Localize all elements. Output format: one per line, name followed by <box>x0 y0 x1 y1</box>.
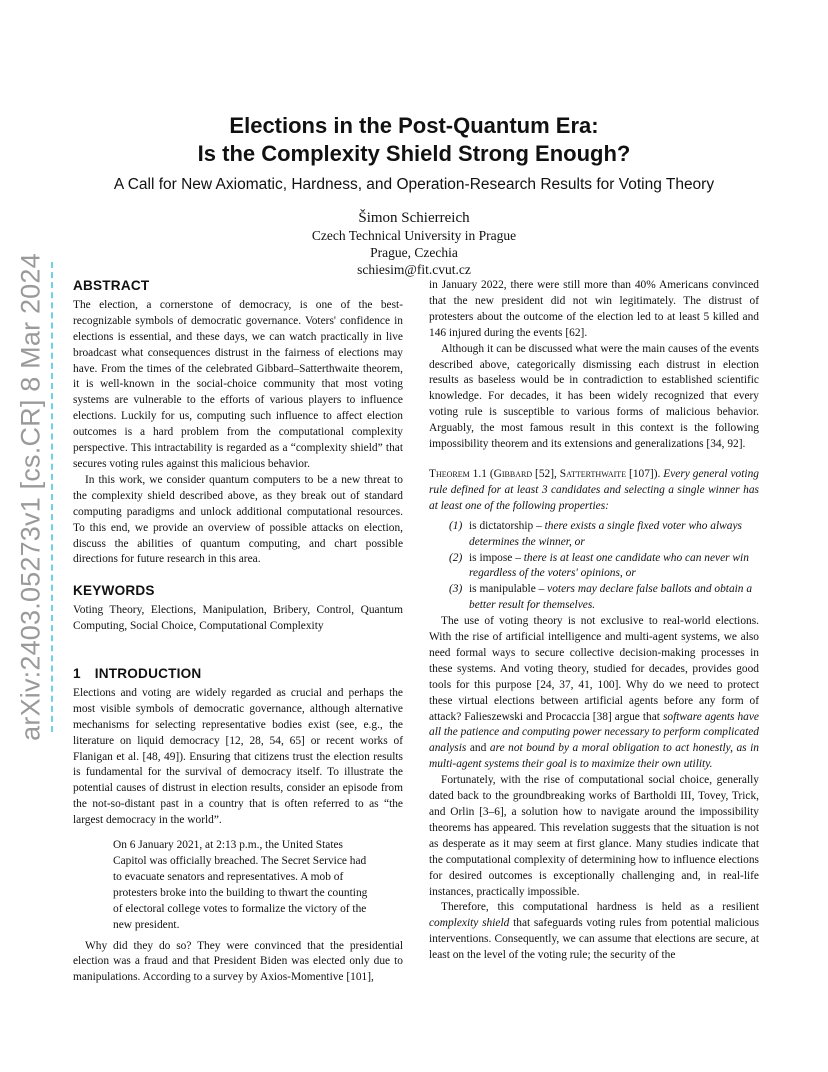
property-marker: (2) <box>449 551 463 564</box>
theorem-label: Theorem 1.1 <box>429 467 487 480</box>
author-location: Prague, Czechia <box>370 245 458 260</box>
paragraph-fortunately: Fortunately, with the rise of computational social choice, generally dated back to the groundbreaking works of Bartholdi III, Tovey, Trick, and Orlin [3–6], a solution how to navigate around the impossibility theorems has appeared. This revelation suggests that the situation is not as desperate as it may seem at first glance. Many studies indicate that the computational complexity of determining how to influence elections for desired outcomes is exceptionally challenging and, in real-life instances, practically impossible. <box>429 774 759 898</box>
arxiv-identifier-stamp <box>14 253 48 741</box>
voting-use-italic-2: are not bound by a moral obligation to act honestly, as in multi-agent systems their goal is to maximize their own utility. <box>429 742 759 771</box>
arxiv-id-text: arXiv:2403.05273v1 [cs.CR] 8 Mar 2024 <box>15 253 46 741</box>
paragraph-voting-use <box>429 614 759 773</box>
keywords-heading: KEYWORDS <box>73 583 155 599</box>
title-block <box>0 112 828 278</box>
therefore-text-b: that safeguards voting rules from potential malicious interventions. Consequently, we can assume that elections are secure, at least on the level of the voting rule; the security of the <box>429 917 759 962</box>
property-marker: (3) <box>449 583 463 596</box>
paper-title-line-1: Elections in the Post-Quantum Era: <box>229 113 599 138</box>
theorem-attribution: (Gibbard [52], Satterthwaite [107]). <box>489 467 661 480</box>
property-term: is manipulable <box>469 583 536 596</box>
theorem-statement <box>429 467 759 515</box>
abstract-paragraph-2: In this work, we consider quantum computers to be a new threat to the complexity shield described above, as they break out of standard computing paradigms and unlock additional computational resources. To this end, we provide an overview of possible attacks on election, discuss the abilities of quantum computing, and chart possible directions for future research in this area. <box>73 473 403 566</box>
property-marker: (1) <box>449 519 463 532</box>
author-name: Šimon Schierreich <box>358 210 470 226</box>
left-column <box>73 278 403 986</box>
property-description: – there exists a single fixed voter who always determines the winner, or <box>469 519 742 548</box>
abstract-paragraph-1: The election, a cornerstone of democracy, is one of the best-recognizable symbols of democratic governance. Voters' confidence in elections is essential, and these days, we can watch practically in live broadcast what consequences distrust in the fairness of elections may have. From the times of the celebrated Gibbard–Satterthwaite theorem, it is well-known in the social-choice community that most voting systems are vulnerable to the efforts of various players to influence elections. Luckily for us, computing such influence to affect election outcomes is a hard problem from the computational complexity perspective. This intractability is regarded as a “complexity shield” that secures voting rules against this malicious behavior. <box>73 298 403 470</box>
theorem-property-item <box>429 551 759 583</box>
paragraph-therefore <box>429 900 759 964</box>
author-email: schiesim@fit.cvut.cz <box>357 262 471 277</box>
property-term: is dictatorship <box>469 519 534 532</box>
voting-use-connector: and <box>466 742 490 755</box>
property-term: is impose <box>469 551 513 564</box>
right-column <box>429 278 759 964</box>
keywords-text: Voting Theory, Elections, Manipulation, Bribery, Control, Quantum Computing, Social Choice, Computational Complexity <box>73 604 403 633</box>
voting-use-italic-1: software agents have all the patience and computing power necessary to perform complicated analysis <box>429 710 759 755</box>
capitol-quote <box>113 838 372 933</box>
theorem-text: Every general voting rule defined for at least 3 candidates and selecting a single winner has at least one of the following properties: <box>429 467 759 512</box>
voting-use-text: The use of voting theory is not exclusive to real-world elections. With the rise of artificial intelligence and multi-agent systems, we also need formal ways to secure collective decision-making processes in these systems. And voting theory, studied for decades, provides good tools for this purpose [24, 37, 41, 100]. Why do we need to protect these virtual elections between artificial agents before any form of attack? Falieszewski and Procaccia [38] argue that <box>429 615 759 723</box>
paragraph-although: Although it can be discussed what were the main causes of the events described above, categorically dismissing each distrust in election results as baseless would be in contradiction to established scientific knowledge. For decades, it has been widely recognized that every voting rule is susceptible to various forms of malicious behavior. Arguably, the most famous result in this context is the following impossibility theorem and its extensions and generalizations [34, 92]. <box>429 342 759 451</box>
paper-subtitle: A Call for New Axiomatic, Hardness, and Operation-Research Results for Voting Theory <box>113 176 715 193</box>
property-description: – there is at least one candidate who can never win regardless of the voters' opinions, or <box>469 551 749 580</box>
section-title: INTRODUCTION <box>94 666 202 682</box>
theorem-property-item <box>429 582 759 614</box>
paper-title-line-2: Is the Complexity Shield Strong Enough? <box>197 141 631 166</box>
theorem-1-1 <box>429 467 759 614</box>
quote-text: On 6 January 2021, at 2:13 p.m., the United States Capitol was officially breached. The Secret Service had to evacuate senators and representatives. A mob of protesters broke into the building to thwart the counting of electoral college votes to formalize the victory of the new president. <box>113 839 368 931</box>
introduction-heading <box>73 666 403 682</box>
author-affiliation: Czech Technical University in Prague <box>311 228 517 243</box>
intro-paragraph-2: Why did they do so? They were convinced that the presidential election was a fraud and that President Biden was elected only due to manipulations. According to a survey by Axios-Momentive [101], <box>73 939 403 984</box>
complexity-shield-term: complexity shield <box>429 917 510 930</box>
intro-paragraph-1: Elections and voting are widely regarded as crucial and perhaps the most visible symbols of democratic governance, although alternative mechanisms for selecting representative bodies exist (see, e.g., the literature on liquid democracy [12, 28, 54, 65] or recent works of Flanigan et al. [48, 49]). Ensuring that citizens trust the election results is fundamental for the survival of democracy itself. To illustrate the potential causes of distrust in election results, consider an episode from the not-so-distant past in a country that is often referred to as “the largest democracy in the world”. <box>73 686 403 827</box>
abstract-heading: ABSTRACT <box>73 278 150 293</box>
continued-paragraph: in January 2022, there were still more than 40% Americans convinced that the new president did not win legitimately. The distrust of protesters about the outcome of the election led to at least 5 killed and 146 injured during the events [62]. <box>429 279 759 339</box>
theorem-properties-list <box>429 519 759 614</box>
arxiv-stamp-divider <box>51 262 53 732</box>
theorem-property-item <box>429 519 759 551</box>
therefore-text-a: Therefore, this computational hardness is held as a resilient <box>441 901 759 914</box>
property-description: – voters may declare false ballots and obtain a better result for themselves. <box>469 583 753 612</box>
section-number: 1 <box>73 666 81 682</box>
